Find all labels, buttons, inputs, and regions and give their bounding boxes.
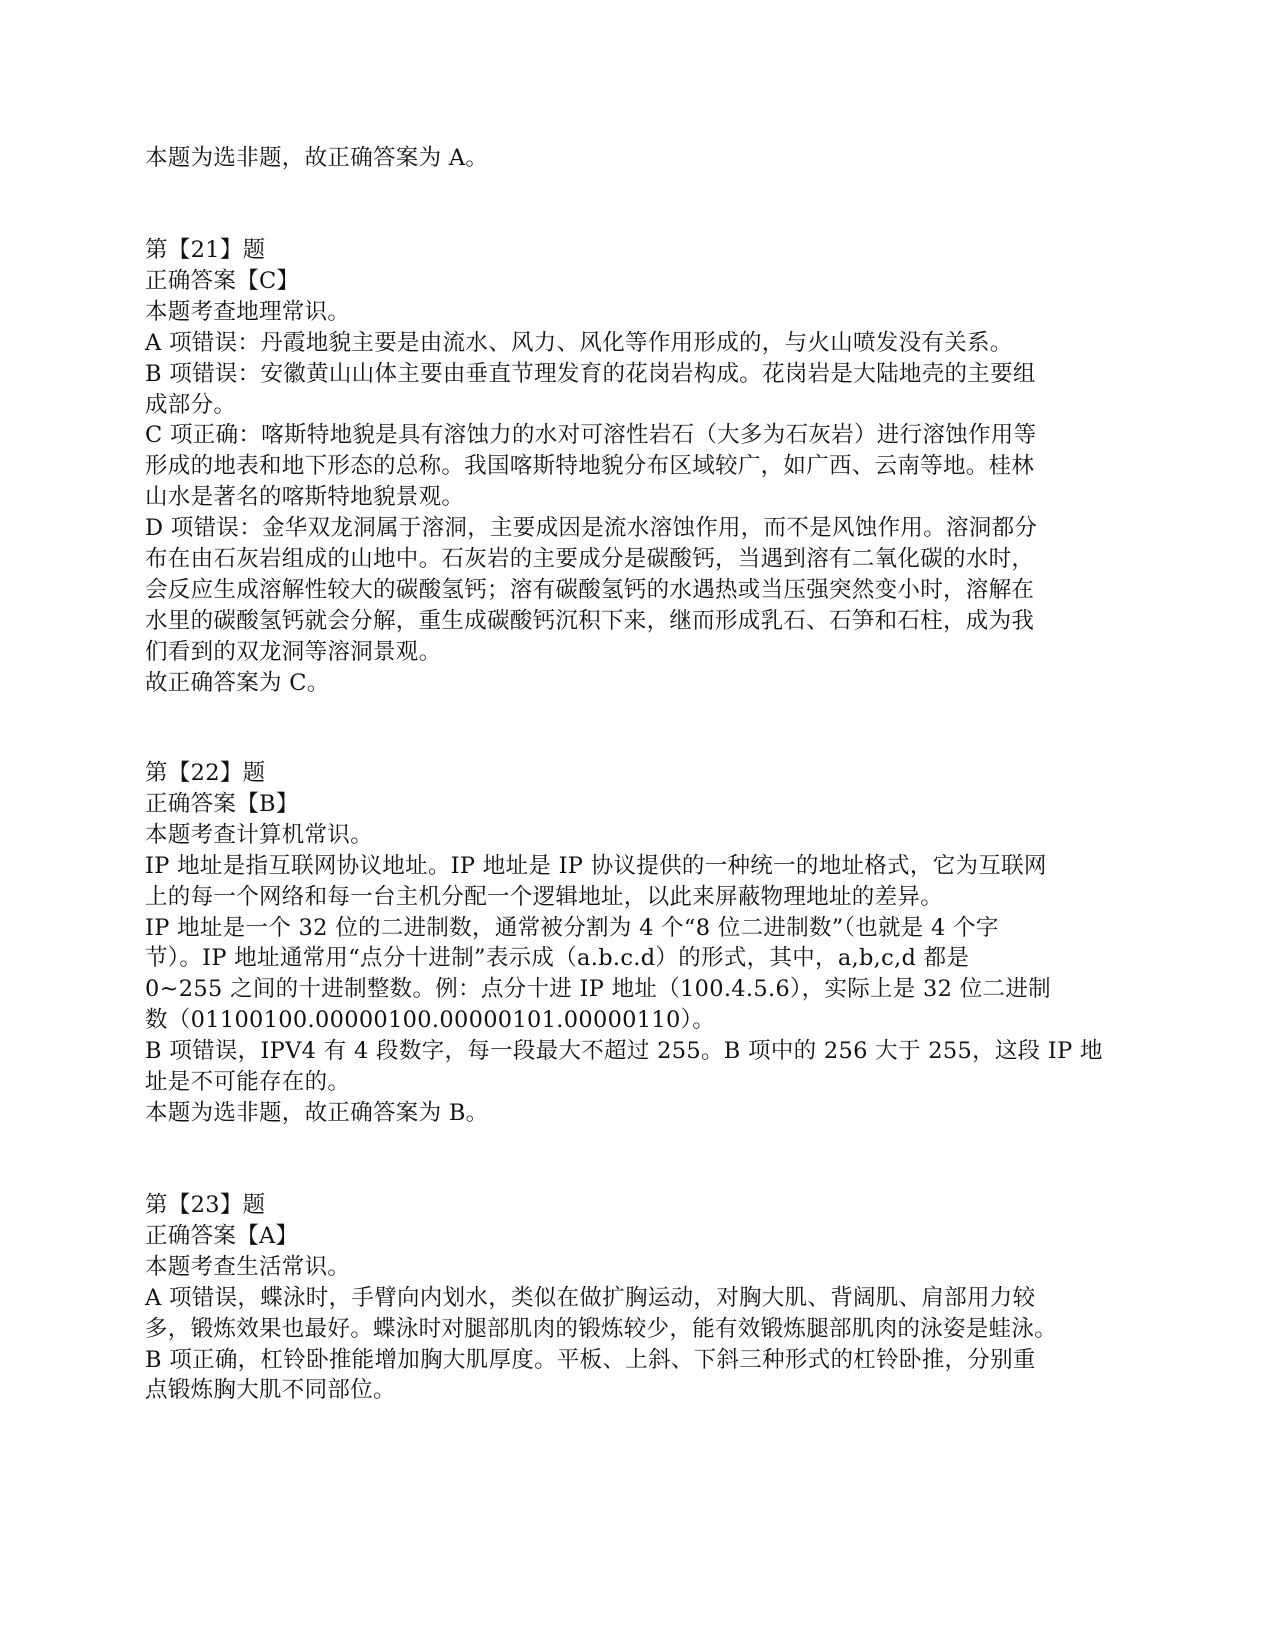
paragraph-line: 址是不可能存在的。 [145, 1069, 351, 1095]
paragraph-line: 水里的碳酸氢钙就会分解，重生成碳酸钙沉积下来，继而形成乳石、石笋和石柱，成为我 [145, 607, 1035, 634]
paragraph-line: 布在由石灰岩组成的山地中。石灰岩的主要成分是碳酸钙，当遇到溶有二氧化碳的水时， [145, 546, 1035, 572]
paragraph-line: A 项错误，蝶泳时，手臂向内划水，类似在做扩胸运动，对胸大肌、背阔肌、肩部用力较 [145, 1284, 1036, 1311]
paragraph-line: 故正确答案为 C。 [145, 669, 330, 696]
paragraph-line: 山水是著名的喀斯特地貌景观。 [145, 484, 465, 511]
paragraph-line: 上的每一个网络和每一台主机分配一个逻辑地址，以此来屏蔽物理地址的差异。 [145, 883, 944, 910]
paragraph-line: D 项错误：金华双龙洞属于溶洞，主要成因是流水溶蚀作用，而不是风蚀作用。溶洞都分 [145, 515, 1038, 542]
question-heading: 第【22】题 [145, 760, 266, 786]
paragraph-line: 点锻炼胸大肌不同部位。 [145, 1377, 396, 1404]
question-heading: 第【21】题 [145, 237, 266, 263]
question-heading: 第【23】题 [145, 1192, 266, 1218]
paragraph-line: 0~255 之间的十进制整数。例：点分十进 IP 地址（100.4.5.6），实际上是 32 位二进制 [145, 976, 1051, 1003]
paragraph-line: B 项错误，IPV4 有 4 段数字，每一段最大不超过 255。B 项中的 256 大于 255，这段 IP 地 [145, 1038, 1103, 1065]
paragraph-line: 本题为选非题，故正确答案为 A。 [145, 145, 489, 171]
paragraph-line: 数（01100100.00000100.00000101.00000110）。 [145, 1007, 715, 1034]
paragraph-line: B 项错误：安徽黄山山体主要由垂直节理发育的花岗岩构成。花岗岩是大陆地壳的主要组 [145, 360, 1036, 387]
paragraph-line: 本题考查计算机常识。 [145, 821, 374, 848]
paragraph-line: 本题为选非题，故正确答案为 B。 [145, 1099, 489, 1126]
answer-label: 正确答案【C】 [145, 267, 300, 294]
paragraph-line: 成部分。 [145, 391, 237, 418]
paragraph-line: 本题考查地理常识。 [145, 298, 351, 325]
paragraph-line: C 项正确：喀斯特地貌是具有溶蚀力的水对可溶性岩石（大多为石灰岩）进行溶蚀作用等 [145, 422, 1037, 449]
paragraph-line: A 项错误：丹霞地貌主要是由流水、风力、风化等作用形成的，与火山喷发没有关系。 [145, 329, 1013, 356]
paragraph-line: B 项正确，杠铃卧推能增加胸大肌厚度。平板、上斜、下斜三种形式的杠铃卧推，分别重 [145, 1346, 1036, 1373]
paragraph-line: IP 地址是一个 32 位的二进制数，通常被分割为 4 个“8 位二进制数”（也就是 4 个字 [145, 914, 999, 941]
paragraph-line: 多，锻炼效果也最好。蝶泳时对腿部肌肉的锻炼较少，能有效锻炼腿部肌肉的泳姿是蛙泳。 [145, 1315, 1058, 1342]
answer-label: 正确答案【B】 [145, 790, 299, 817]
paragraph-line: 节）。IP 地址通常用“点分十进制”表示成（a.b.c.d）的形式，其中，a,b,c,d 都是 [145, 945, 970, 972]
answer-label: 正确答案【A】 [145, 1222, 299, 1249]
paragraph-line: 们看到的双龙洞等溶洞景观。 [145, 638, 442, 665]
paragraph-line: 会反应生成溶解性较大的碳酸氢钙；溶有碳酸氢钙的水遇热或当压强突然变小时，溶解在 [145, 576, 1035, 603]
paragraph-line: 形成的地表和地下形态的总称。我国喀斯特地貌分布区域较广，如广西、云南等地。桂林 [145, 453, 1035, 480]
paragraph-line: 本题考查生活常识。 [145, 1253, 351, 1280]
paragraph-line: IP 地址是指互联网协议地址。IP 地址是 IP 协议提供的一种统一的地址格式，它为互联网 [145, 852, 1047, 879]
